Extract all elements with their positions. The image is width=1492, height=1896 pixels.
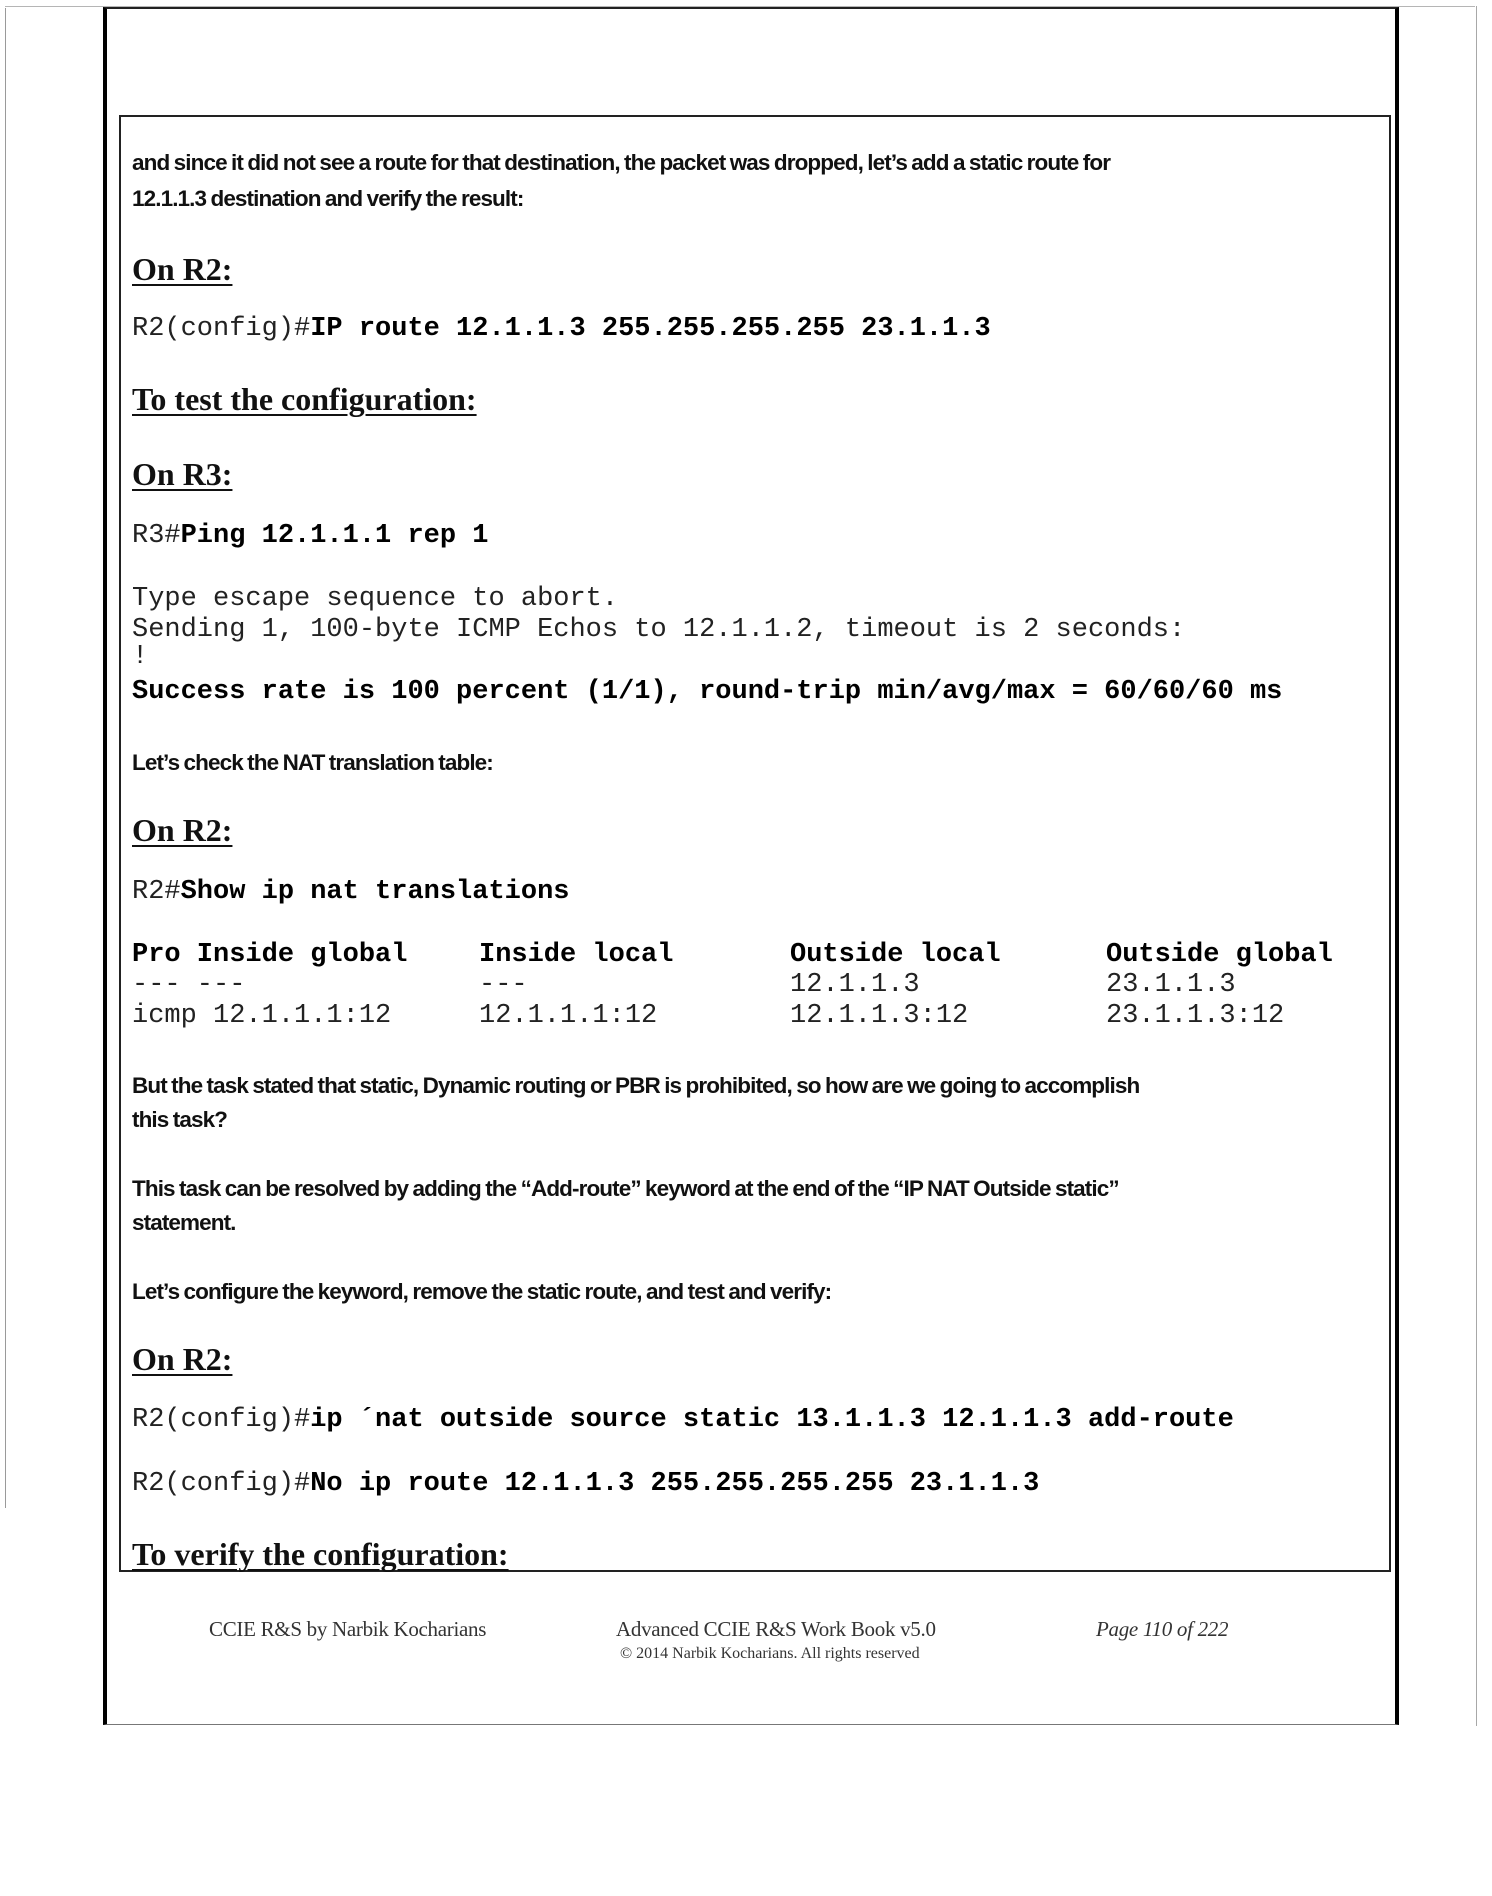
table-cell: --- ---: [132, 970, 246, 1000]
command-ping: [132, 521, 488, 551]
intro-line-2: 12.1.1.3 destination and verify the result:: [132, 186, 524, 211]
heading-on-r2: On R2:: [132, 251, 233, 287]
cli-prompt: R2#: [132, 877, 181, 907]
column-header: Outside local: [790, 940, 1001, 970]
column-header: Inside local: [479, 940, 674, 970]
table-cell: icmp 12.1.1.1:12: [132, 1001, 392, 1031]
intro-line-1: and since it did not see a route for that destination, the packet was dropped, let’s add a static route for: [132, 150, 1111, 175]
footer-page-number: Page 110 of 222: [1096, 1617, 1229, 1641]
cli-command: Show ip nat translations: [180, 877, 570, 907]
footer-copyright: © 2014 Narbik Kocharians. All rights reserved: [620, 1645, 920, 1662]
column-header: Pro Inside global: [132, 940, 408, 970]
configure-text: Let’s configure the keyword, remove the static route, and test and verify:: [132, 1279, 832, 1304]
cli-prompt: R3#: [132, 521, 181, 551]
command-nat-outside: [132, 1405, 1234, 1435]
table-cell: 12.1.1.1:12: [479, 1001, 658, 1031]
table-cell: 12.1.1.3:12: [790, 1001, 969, 1031]
cli-command: IP route 12.1.1.3 255.255.255.255 23.1.1.3: [310, 314, 991, 344]
cli-prompt: R2(config)#: [132, 1469, 311, 1499]
footer-author: CCIE R&S by Narbik Kocharians: [209, 1617, 487, 1641]
heading-on-r3: On R3:: [132, 456, 233, 492]
table-cell: 12.1.1.3: [790, 970, 920, 1000]
command-no-route: [132, 1469, 1039, 1499]
heading-test-configuration: To test the configuration:: [132, 381, 477, 417]
command-show-nat: [132, 877, 569, 907]
resolution-line-2: statement.: [132, 1210, 236, 1235]
cli-command: Ping 12.1.1.1 rep 1: [180, 521, 489, 551]
table-cell: 23.1.1.3: [1106, 970, 1236, 1000]
table-cell: 23.1.1.3:12: [1106, 1001, 1285, 1031]
footer-book-title: Advanced CCIE R&S Work Book v5.0: [616, 1617, 936, 1641]
cli-prompt: R2(config)#: [132, 314, 311, 344]
ping-success-line: Success rate is 100 percent (1/1), round-trip min/avg/max = 60/60/60 ms: [132, 677, 1283, 707]
cli-prompt: R2(config)#: [132, 1405, 311, 1435]
heading-on-r2: On R2:: [132, 812, 233, 848]
column-header: Outside global: [1106, 940, 1333, 970]
check-nat-text: Let’s check the NAT translation table:: [132, 750, 493, 775]
resolution-line-1: This task can be resolved by adding the “Add-route” keyword at the end of the “IP NAT Outside static”: [132, 1176, 1119, 1201]
cli-command: ip ´nat outside source static 13.1.1.3 12.1.1.3 add-route: [310, 1405, 1234, 1435]
command-static-route: [132, 314, 991, 344]
ping-output-line-2: Sending 1, 100-byte ICMP Echos to 12.1.1.2, timeout is 2 seconds:: [132, 615, 1186, 645]
scan-edge-right: [1476, 6, 1477, 1726]
table-cell: ---: [479, 970, 528, 1000]
scan-edge-left: [5, 8, 6, 1508]
ping-output-line-1: Type escape sequence to abort.: [132, 584, 619, 614]
heading-on-r2: On R2:: [132, 1341, 233, 1377]
ping-output-line-3: !: [132, 642, 149, 672]
heading-verify-configuration: To verify the configuration:: [132, 1536, 509, 1572]
cli-command: No ip route 12.1.1.3 255.255.255.255 23.1.1.3: [310, 1469, 1040, 1499]
task-question-line-1: But the task stated that static, Dynamic routing or PBR is prohibited, so how are we going to accomplish: [132, 1073, 1140, 1098]
task-question-line-2: this task?: [132, 1107, 228, 1132]
